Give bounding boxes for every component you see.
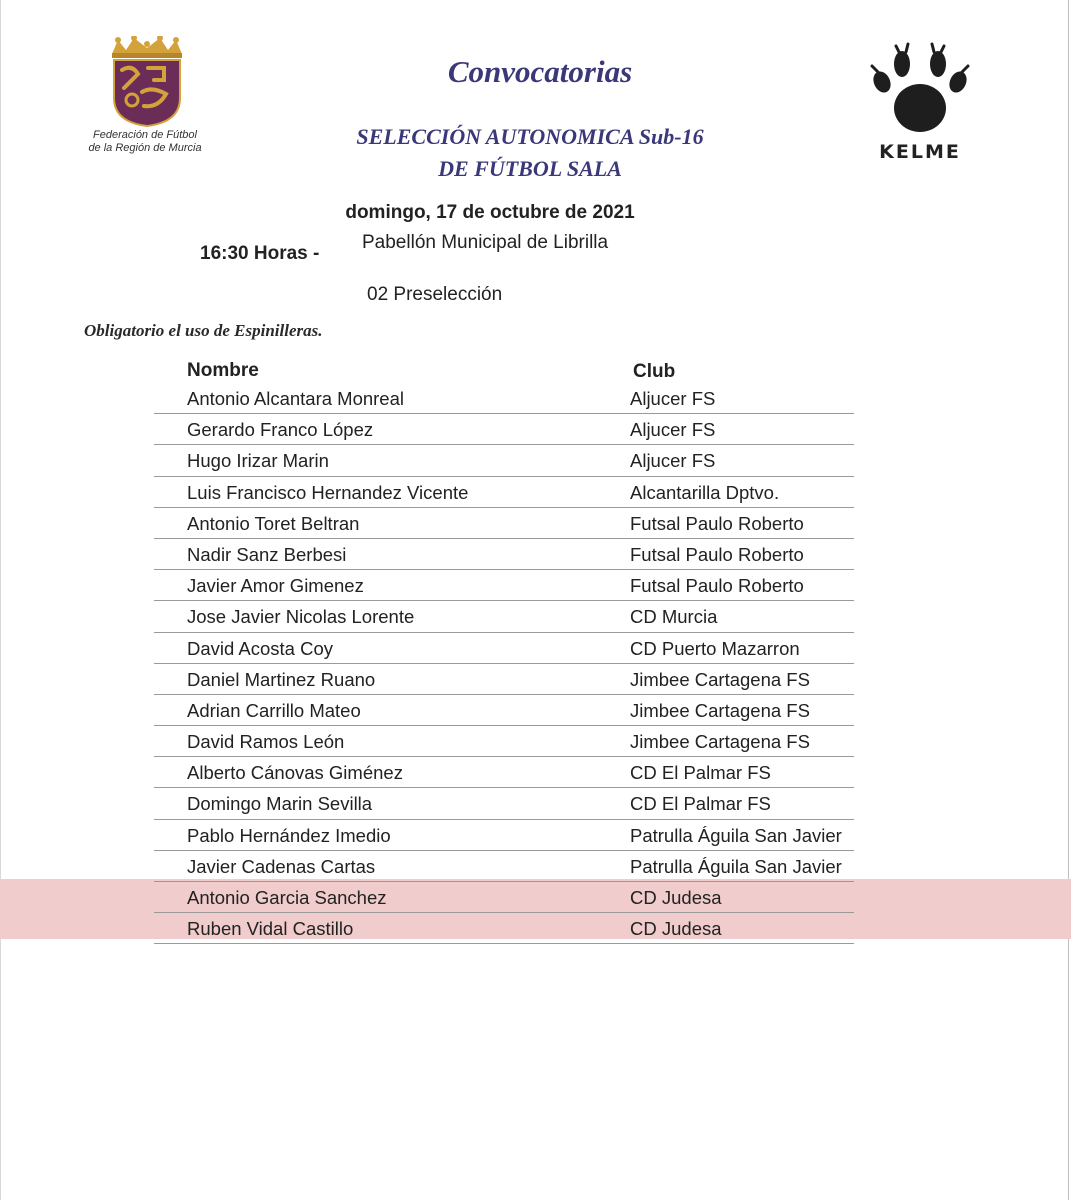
subtitle-line2: DE FÚTBOL SALA (438, 156, 622, 181)
table-row (154, 882, 854, 913)
table-row (154, 383, 854, 414)
player-club: CD El Palmar FS (630, 762, 771, 784)
player-name: Domingo Marin Sevilla (187, 793, 373, 815)
table-row (154, 726, 854, 757)
player-club: Jimbee Cartagena FS (630, 668, 810, 690)
table-row (154, 695, 854, 726)
player-club: Aljucer FS (630, 419, 716, 441)
subtitle-line1: SELECCIÓN AUTONOMICA Sub-16 (356, 124, 704, 149)
player-club: CD Murcia (630, 606, 718, 628)
player-name: Javier Amor Gimenez (187, 575, 364, 597)
federation-name-line1: Federación de Fútbol (93, 129, 197, 141)
player-club: Futsal Paulo Roberto (630, 575, 804, 597)
player-name: Alberto Cánovas Giménez (187, 762, 403, 784)
player-club: Aljucer FS (630, 388, 716, 409)
table-row (154, 820, 854, 851)
event-phase: 02 Preselección (367, 284, 503, 305)
player-club: Jimbee Cartagena FS (630, 699, 810, 721)
player-club: CD Puerto Mazarron (630, 637, 800, 659)
player-table (154, 383, 854, 944)
table-row (154, 445, 854, 476)
table-row (154, 601, 854, 632)
event-venue: Pabellón Municipal de Librilla (362, 232, 609, 253)
player-name: Javier Cadenas Cartas (187, 855, 376, 877)
table-row (154, 539, 854, 570)
table-row (154, 570, 854, 601)
federation-crest-logo (108, 36, 186, 128)
player-name: Jose Javier Nicolas Lorente (187, 606, 415, 628)
table-row (154, 664, 854, 695)
federation-name-line2: de la Región de Murcia (88, 142, 202, 154)
table-row (154, 633, 854, 664)
table-row (154, 477, 854, 508)
page-title: Convocatorias (447, 54, 633, 89)
player-club: CD El Palmar FS (630, 793, 771, 815)
table-row (154, 788, 854, 819)
player-name: Hugo Irizar Marin (187, 450, 329, 472)
player-name: Gerardo Franco López (187, 419, 374, 441)
event-time: 16:30 Horas - (200, 243, 320, 264)
player-name: Antonio Garcia Sanchez (187, 887, 387, 908)
column-header-club: Club (633, 361, 676, 382)
player-club: Alcantarilla Dptvo. (630, 481, 780, 503)
player-name: Antonio Toret Beltran (187, 512, 360, 534)
event-date: domingo, 17 de octubre de 2021 (345, 202, 635, 223)
player-name: Ruben Vidal Castillo (187, 918, 354, 940)
player-club: Aljucer FS (630, 450, 716, 472)
player-club: Patrulla Águila San Javier (630, 824, 842, 846)
table-row (154, 913, 854, 944)
table-row (154, 414, 854, 445)
player-club: Futsal Paulo Roberto (630, 512, 804, 534)
player-club: Jimbee Cartagena FS (630, 731, 810, 753)
player-name: Daniel Martinez Ruano (187, 668, 376, 690)
player-name: Nadir Sanz Berbesi (187, 543, 347, 565)
federation-name (60, 129, 230, 155)
player-club: Patrulla Águila San Javier (630, 855, 842, 877)
player-club: Futsal Paulo Roberto (630, 543, 804, 565)
column-header-name: Nombre (187, 360, 259, 381)
player-name: Luis Francisco Hernandez Vicente (187, 481, 469, 503)
equipment-note: Obligatorio el uso de Espinilleras. (84, 321, 323, 340)
player-club: CD Judesa (630, 918, 722, 940)
player-name: Adrian Carrillo Mateo (187, 699, 361, 721)
table-row (154, 508, 854, 539)
page-subtitle (280, 121, 780, 185)
player-name: Antonio Alcantara Monreal (187, 388, 404, 409)
player-club: CD Judesa (630, 887, 722, 908)
player-name: David Acosta Coy (187, 637, 334, 659)
sponsor-name: KELME (879, 141, 961, 163)
table-row (154, 757, 854, 788)
table-row (154, 851, 854, 882)
kelme-paw-logo (866, 36, 974, 140)
player-name: Pablo Hernández Imedio (187, 824, 391, 846)
player-name: David Ramos León (187, 731, 345, 753)
